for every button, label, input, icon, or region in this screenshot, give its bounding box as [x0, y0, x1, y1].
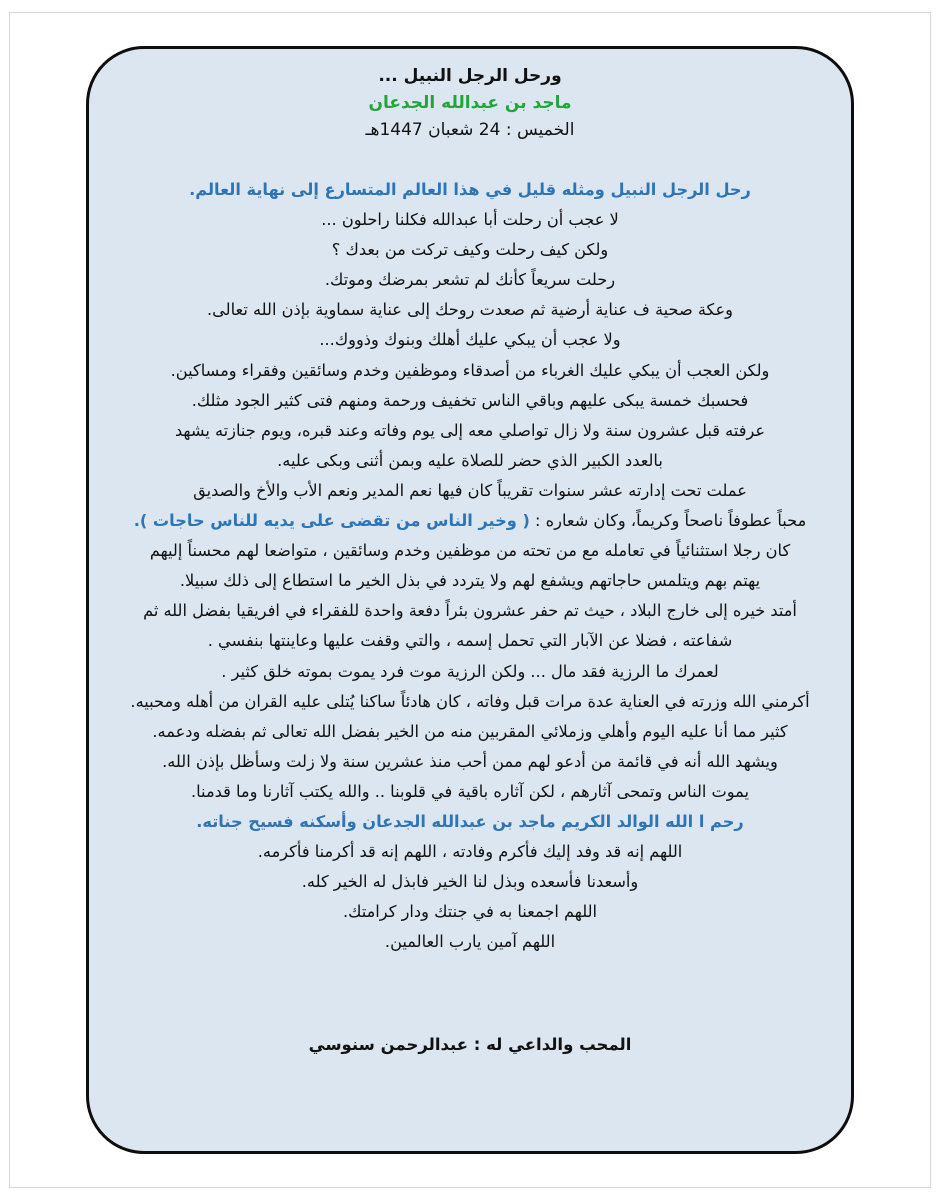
document-body — [113, 175, 827, 957]
signature: المحب والداعي له : عبدالرحمن سنوسي — [308, 1035, 632, 1054]
body-line: كثير مما أنا عليه اليوم وأهلي وزملائي المقربين منه من الخير بفضل الله تعالى ثم بفضله ودعمه. — [152, 721, 788, 741]
body-line: شفاعته ، فضلا عن الآبار التي تحمل إسمه ، والتي وقفت عليها وعاينتها بنفسي . — [207, 631, 733, 651]
intro-line: رحل الرجل النبيل ومثله قليل في هذا العالم المتسارع إلى نهاية العالم. — [189, 180, 751, 199]
body-line: بالعدد الكبير الذي حضر للصلاة عليه وبمن أثنى وبكى عليه. — [277, 450, 663, 470]
motto-line — [113, 506, 827, 536]
document-header — [89, 63, 851, 144]
body-line: عرفته قبل عشرون سنة ولا زال تواصلي معه إلى يوم وفاته وعند قبره، ويوم جنازته يشهد — [174, 420, 766, 440]
body-line: ويشهد الله أنه في قائمة من أدعو لهم ممن أحب منذ عشرين سنة ولا زلت وسأظل بإذن الله. — [162, 751, 778, 771]
body-line: لا عجب أن رحلت أبا عبدالله فكلنا راحلون ... — [321, 210, 619, 230]
body-line: أكرمني الله وزرته في العناية عدة مرات قبل وفاته ، كان هادئاً ساكنا يُتلى عليه القران من أهله ومحبيه. — [130, 691, 810, 711]
mercy-line: رحم ا الله الوالد الكريم ماجد بن عبدالله الجدعان وأسكنه فسيح جناته. — [196, 811, 744, 831]
motto-prefix: محباً عطوفاً ناصحاً وكريماً، وكان شعاره : — [529, 511, 807, 531]
body-line: أمتد خيره إلى خارج البلاد ، حيث تم حفر عشرون بئراً دفعة واحدة للفقراء في افريقيا بفضل الله ثم — [143, 601, 797, 621]
body-line: ولا عجب أن يبكي عليك أهلك وبنوك وذووك... — [319, 330, 621, 350]
body-line: يموت الناس وتمحى آثارهم ، لكن آثاره باقية في قلوبنا .. والله يكتب آثارنا وما قدمنا. — [190, 781, 750, 801]
body-line: وعكة صحية ف عناية أرضية ثم صعدت روحك إلى عناية سماوية بإذن الله تعالى. — [207, 300, 733, 320]
body-line: كان رجلا استثنائياً في تعامله مع من تحته من موظفين وخدم وسائقين ، متواضعا لهم محسناً إليهم — [149, 541, 791, 561]
prayer-line: اللهم آمين يارب العالمين. — [384, 932, 556, 952]
deceased-name: ماجد بن عبدالله الجدعان — [368, 93, 572, 113]
motto-quote: ( وخير الناس من تقضى على يديه للناس حاجات ). — [133, 511, 530, 531]
body-line: ولكن العجب أن يبكي عليك الغرباء من أصدقاء وموظفين وخدم وسائقين وفقراء ومساكين. — [170, 360, 770, 380]
prayer-line: اللهم اجمعنا به في جنتك ودار كرامتك. — [342, 902, 598, 922]
body-line: رحلت سريعاً كأنك لم تشعر بمرضك وموتك. — [324, 270, 616, 290]
prayer-line: وأسعدنا فأسعده وبذل لنا الخير فابذل له الخير كله. — [301, 872, 639, 892]
body-line: عملت تحت إدارته عشر سنوات تقريباً كان فيها نعم المدير ونعم الأب والأخ والصديق — [193, 480, 747, 500]
document-date: الخميس : 24 شعبان 1447هـ — [365, 120, 575, 140]
body-line: لعمرك ما الرزية فقد مال ... ولكن الرزية موت فرد يموت بموته خلق كثير . — [221, 661, 719, 681]
prayer-line: اللهم إنه قد وفد إليك فأكرم وفادته ، اللهم إنه قد أكرمنا فأكرمه. — [257, 842, 683, 862]
body-line: فحسبك خمسة يبكى عليهم وباقي الناس تخفيف ورحمة ومنهم فتى كثير الجود مثلك. — [191, 390, 749, 410]
document-card — [86, 46, 854, 1154]
body-line: يهتم بهم ويتلمس حاجاتهم ويشفع لهم ولا يتردد في بذل الخير ما استطاع إلى ذلك سبيلا. — [179, 571, 761, 591]
body-line: ولكن كيف رحلت وكيف تركت من بعدك ؟ — [331, 240, 609, 260]
document-title: ورحل الرجل النبيل ... — [378, 66, 562, 86]
